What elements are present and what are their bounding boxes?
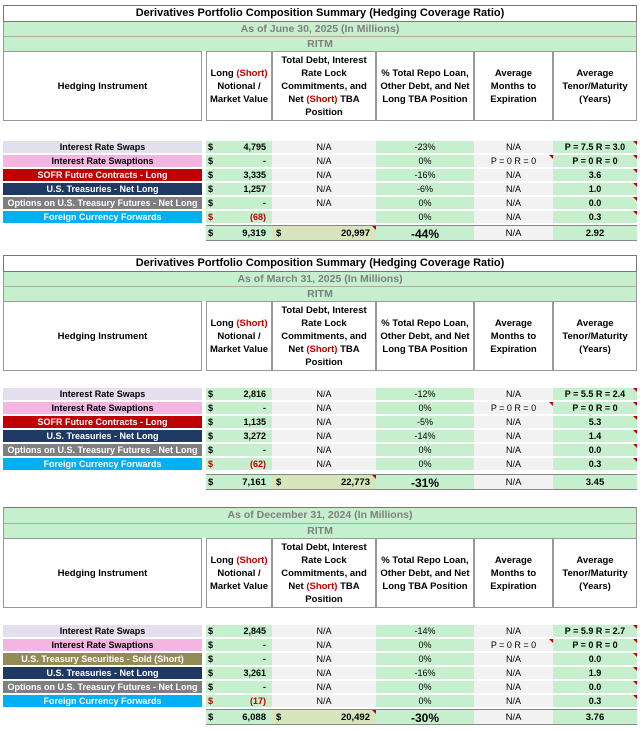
notional-amount: - bbox=[218, 444, 272, 456]
avg-months-value: P = 0 R = 0 bbox=[474, 402, 553, 414]
total-debt-value: N/A bbox=[272, 388, 376, 400]
avg-tenor-value: 0.0 bbox=[553, 197, 637, 209]
header-tenor-line2: Tenor/Maturity bbox=[562, 567, 628, 579]
header-debt-net: Net bbox=[288, 580, 304, 592]
header-debt-tba: TBA bbox=[340, 343, 360, 355]
notional-amount: 2,816 bbox=[218, 388, 272, 400]
instrument-label: U.S. Treasuries - Net Long bbox=[3, 430, 202, 442]
header-pct-line1: % Total Repo Loan, bbox=[381, 554, 469, 566]
table-row bbox=[3, 141, 637, 153]
header-long-line1 bbox=[210, 554, 268, 567]
total-debt-cell bbox=[272, 225, 376, 241]
amount-currency: $ bbox=[206, 416, 218, 428]
amount-currency: $ bbox=[206, 458, 218, 470]
table-row bbox=[3, 169, 637, 181]
avg-tenor-value: P = 0 R = 0 bbox=[553, 639, 637, 651]
total-values bbox=[3, 474, 637, 490]
header-long-line1 bbox=[210, 317, 268, 330]
instrument-label: Options on U.S. Treasury Futures - Net Long bbox=[3, 197, 202, 209]
notional-amount: 3,335 bbox=[218, 169, 272, 181]
header-instrument-text: Hedging Instrument bbox=[57, 330, 148, 342]
header-debt-tba: TBA bbox=[340, 93, 360, 105]
pct-total-value: 0% bbox=[376, 197, 474, 209]
header-debt-line2: Rate Lock bbox=[301, 67, 347, 79]
amount-currency: $ bbox=[206, 211, 218, 223]
total-tenor: 3.45 bbox=[553, 474, 637, 490]
header-tenor-line2: Tenor/Maturity bbox=[562, 80, 628, 92]
entity-label: RITM bbox=[3, 36, 637, 51]
header-debt-line3: Commitments, and bbox=[281, 80, 367, 92]
amount-currency: $ bbox=[206, 667, 218, 679]
avg-tenor-value: 0.0 bbox=[553, 444, 637, 456]
total-debt-value: N/A bbox=[272, 141, 376, 153]
header-long-word: Long bbox=[210, 554, 234, 566]
notional-amount: - bbox=[218, 155, 272, 167]
header-tenor-line2: Tenor/Maturity bbox=[562, 330, 628, 342]
avg-tenor-value: 3.6 bbox=[553, 169, 637, 181]
total-debt-cell bbox=[272, 474, 376, 490]
header-pct-line1: % Total Repo Loan, bbox=[381, 317, 469, 329]
table-row bbox=[3, 695, 637, 707]
avg-tenor-value: 0.3 bbox=[553, 458, 637, 470]
section-title: Derivatives Portfolio Composition Summary (Hedging Coverage Ratio) bbox=[3, 255, 637, 272]
instrument-label: Options on U.S. Treasury Futures - Net Long bbox=[3, 444, 202, 456]
total-debt-value: N/A bbox=[272, 681, 376, 693]
header-long-word: Long bbox=[210, 317, 234, 329]
header-avg-tenor bbox=[553, 538, 637, 608]
avg-tenor-value: 1.0 bbox=[553, 183, 637, 195]
header-months-line1: Average bbox=[494, 554, 533, 566]
header-tenor-line1: Average bbox=[576, 317, 614, 329]
total-debt-currency: $ bbox=[276, 228, 282, 239]
total-notional: 9,319 bbox=[218, 225, 272, 241]
total-debt-value: N/A bbox=[272, 197, 376, 209]
total-months: N/A bbox=[474, 709, 553, 725]
avg-months-value: N/A bbox=[474, 681, 553, 693]
as-of-date: As of December 31, 2024 (In Millions) bbox=[3, 507, 637, 523]
total-notional: 7,161 bbox=[218, 474, 272, 490]
pct-total-value: -5% bbox=[376, 416, 474, 428]
avg-months-value: N/A bbox=[474, 444, 553, 456]
table-row bbox=[3, 625, 637, 637]
amount-currency: $ bbox=[206, 402, 218, 414]
header-long-line2: Notional / bbox=[217, 80, 261, 92]
pct-total-value: 0% bbox=[376, 681, 474, 693]
header-long-notional bbox=[206, 301, 272, 371]
pct-total-value: -16% bbox=[376, 667, 474, 679]
header-pct-line1: % Total Repo Loan, bbox=[381, 67, 469, 79]
total-debt-value: N/A bbox=[272, 444, 376, 456]
pct-total-value: 0% bbox=[376, 639, 474, 651]
header-pct-total bbox=[376, 51, 474, 121]
amount-currency: $ bbox=[206, 197, 218, 209]
header-debt-short: (Short) bbox=[306, 343, 338, 355]
table-row bbox=[3, 211, 637, 223]
instrument-label: Interest Rate Swaps bbox=[3, 625, 202, 637]
notional-amount: (17) bbox=[218, 695, 272, 707]
table-row bbox=[3, 653, 637, 665]
header-instrument bbox=[3, 301, 202, 371]
entity-label: RITM bbox=[3, 286, 637, 301]
amount-currency: $ bbox=[206, 444, 218, 456]
header-months-line1: Average bbox=[494, 317, 533, 329]
header-total-debt bbox=[272, 51, 376, 121]
header-avg-tenor bbox=[553, 51, 637, 121]
total-tenor: 3.76 bbox=[553, 709, 637, 725]
amount-currency: $ bbox=[206, 639, 218, 651]
header-months-line2: Months to bbox=[490, 80, 537, 92]
notional-amount: (68) bbox=[218, 211, 272, 223]
avg-months-value: N/A bbox=[474, 197, 553, 209]
total-values bbox=[3, 225, 637, 241]
amount-currency: $ bbox=[206, 388, 218, 400]
total-debt-value: 22,773 bbox=[340, 477, 370, 488]
avg-months-value: N/A bbox=[474, 695, 553, 707]
header-months-line3: Expiration bbox=[490, 93, 537, 105]
instrument-label: Foreign Currency Forwards bbox=[3, 695, 202, 707]
header-long-line3: Market Value bbox=[209, 580, 269, 592]
avg-months-value: N/A bbox=[474, 458, 553, 470]
header-long-word: Long bbox=[210, 67, 234, 79]
header-debt-line4 bbox=[281, 93, 367, 106]
notional-amount: 1,135 bbox=[218, 416, 272, 428]
section-title: Derivatives Portfolio Composition Summary (Hedging Coverage Ratio) bbox=[3, 5, 637, 22]
total-months: N/A bbox=[474, 474, 553, 490]
amount-currency: $ bbox=[206, 183, 218, 195]
total-debt-value: N/A bbox=[272, 416, 376, 428]
avg-months-value: N/A bbox=[474, 667, 553, 679]
total-debt-value: N/A bbox=[272, 458, 376, 470]
notional-amount: 3,261 bbox=[218, 667, 272, 679]
total-debt-currency: $ bbox=[276, 712, 282, 723]
avg-tenor-value: 0.0 bbox=[553, 653, 637, 665]
header-debt-short: (Short) bbox=[306, 580, 338, 592]
total-debt-value: N/A bbox=[272, 667, 376, 679]
as-of-date: As of March 31, 2025 (In Millions) bbox=[3, 272, 637, 286]
header-debt-short: (Short) bbox=[306, 93, 338, 105]
header-debt-line5: Position bbox=[305, 356, 343, 368]
pct-total-value: 0% bbox=[376, 458, 474, 470]
header-long-short: (Short) bbox=[236, 67, 268, 79]
header-tenor-line3: (Years) bbox=[579, 93, 611, 105]
header-pct-total bbox=[376, 538, 474, 608]
total-currency: $ bbox=[206, 709, 218, 725]
header-row bbox=[3, 301, 637, 371]
total-pct: -31% bbox=[376, 474, 474, 490]
header-pct-line2: Other Debt, and Net bbox=[380, 330, 470, 342]
avg-tenor-value: 1.9 bbox=[553, 667, 637, 679]
as-of-date: As of June 30, 2025 (In Millions) bbox=[3, 22, 637, 36]
instrument-label: Interest Rate Swaptions bbox=[3, 639, 202, 651]
header-pct-line2: Other Debt, and Net bbox=[380, 80, 470, 92]
total-debt-value: 20,997 bbox=[340, 228, 370, 239]
pct-total-value: 0% bbox=[376, 155, 474, 167]
avg-tenor-value: P = 5.5 R = 2.4 bbox=[553, 388, 637, 400]
total-debt-currency: $ bbox=[276, 477, 282, 488]
header-pct-total bbox=[376, 301, 474, 371]
header-pct-line3: Long TBA Position bbox=[382, 93, 468, 105]
avg-tenor-value: P = 0 R = 0 bbox=[553, 155, 637, 167]
pct-total-value: -12% bbox=[376, 388, 474, 400]
entity-label: RITM bbox=[3, 523, 637, 538]
instrument-label: Interest Rate Swaps bbox=[3, 141, 202, 153]
avg-months-value: P = 0 R = 0 bbox=[474, 639, 553, 651]
pct-total-value: 0% bbox=[376, 402, 474, 414]
notional-amount: - bbox=[218, 197, 272, 209]
header-debt-line5: Position bbox=[305, 106, 343, 118]
header-instrument-text: Hedging Instrument bbox=[57, 567, 148, 579]
header-debt-line1: Total Debt, Interest bbox=[281, 54, 367, 66]
table-row bbox=[3, 183, 637, 195]
notional-amount: - bbox=[218, 681, 272, 693]
pct-total-value: 0% bbox=[376, 444, 474, 456]
avg-tenor-value: 0.3 bbox=[553, 695, 637, 707]
header-instrument bbox=[3, 538, 202, 608]
header-long-line2: Notional / bbox=[217, 567, 261, 579]
total-debt-value: N/A bbox=[272, 169, 376, 181]
table-row bbox=[3, 458, 637, 470]
total-currency: $ bbox=[206, 474, 218, 490]
header-avg-months bbox=[474, 301, 553, 371]
header-debt-line4 bbox=[281, 580, 367, 593]
header-months-line3: Expiration bbox=[490, 580, 537, 592]
total-debt-value: N/A bbox=[272, 402, 376, 414]
avg-months-value: N/A bbox=[474, 169, 553, 181]
header-row bbox=[3, 538, 637, 608]
total-currency: $ bbox=[206, 225, 218, 241]
header-months-line2: Months to bbox=[490, 330, 537, 342]
avg-tenor-value: 0.0 bbox=[553, 681, 637, 693]
header-tenor-line3: (Years) bbox=[579, 343, 611, 355]
amount-currency: $ bbox=[206, 169, 218, 181]
header-avg-months bbox=[474, 51, 553, 121]
header-avg-months bbox=[474, 538, 553, 608]
table-row bbox=[3, 155, 637, 167]
table-row bbox=[3, 681, 637, 693]
header-long-line3: Market Value bbox=[209, 343, 269, 355]
notional-amount: 3,272 bbox=[218, 430, 272, 442]
total-pct: -30% bbox=[376, 709, 474, 725]
notional-amount: (62) bbox=[218, 458, 272, 470]
header-total-debt bbox=[272, 538, 376, 608]
header-long-notional bbox=[206, 51, 272, 121]
total-debt-value: N/A bbox=[272, 430, 376, 442]
avg-months-value: N/A bbox=[474, 430, 553, 442]
avg-tenor-value: 5.3 bbox=[553, 416, 637, 428]
table-row bbox=[3, 444, 637, 456]
header-debt-line1: Total Debt, Interest bbox=[281, 541, 367, 553]
pct-total-value: -16% bbox=[376, 169, 474, 181]
notional-amount: - bbox=[218, 639, 272, 651]
notional-amount: - bbox=[218, 402, 272, 414]
header-row bbox=[3, 51, 637, 121]
header-total-debt bbox=[272, 301, 376, 371]
total-values bbox=[3, 709, 637, 725]
table-row bbox=[3, 639, 637, 651]
instrument-label: Foreign Currency Forwards bbox=[3, 458, 202, 470]
header-debt-line2: Rate Lock bbox=[301, 317, 347, 329]
table-row bbox=[3, 430, 637, 442]
pct-total-value: -14% bbox=[376, 625, 474, 637]
notional-amount: 4,795 bbox=[218, 141, 272, 153]
instrument-label: SOFR Future Contracts - Long bbox=[3, 169, 202, 181]
avg-months-value: P = 0 R = 0 bbox=[474, 155, 553, 167]
header-long-short: (Short) bbox=[236, 554, 268, 566]
avg-months-value: N/A bbox=[474, 416, 553, 428]
avg-months-value: N/A bbox=[474, 625, 553, 637]
table-row bbox=[3, 402, 637, 414]
avg-tenor-value: P = 7.5 R = 3.0 bbox=[553, 141, 637, 153]
header-months-line2: Months to bbox=[490, 567, 537, 579]
table-row bbox=[3, 388, 637, 400]
total-debt-value: N/A bbox=[272, 625, 376, 637]
total-debt-cell bbox=[272, 709, 376, 725]
avg-months-value: N/A bbox=[474, 211, 553, 223]
header-debt-net: Net bbox=[288, 343, 304, 355]
amount-currency: $ bbox=[206, 695, 218, 707]
header-pct-line2: Other Debt, and Net bbox=[380, 567, 470, 579]
instrument-label: Foreign Currency Forwards bbox=[3, 211, 202, 223]
header-long-notional bbox=[206, 538, 272, 608]
header-tenor-line1: Average bbox=[576, 67, 614, 79]
header-long-line3: Market Value bbox=[209, 93, 269, 105]
amount-currency: $ bbox=[206, 681, 218, 693]
total-months: N/A bbox=[474, 225, 553, 241]
instrument-label: Options on U.S. Treasury Futures - Net Long bbox=[3, 681, 202, 693]
amount-currency: $ bbox=[206, 155, 218, 167]
header-pct-line3: Long TBA Position bbox=[382, 343, 468, 355]
notional-amount: - bbox=[218, 653, 272, 665]
instrument-label: Interest Rate Swaptions bbox=[3, 155, 202, 167]
amount-currency: $ bbox=[206, 430, 218, 442]
avg-months-value: N/A bbox=[474, 653, 553, 665]
pct-total-value: -23% bbox=[376, 141, 474, 153]
table-row bbox=[3, 416, 637, 428]
instrument-label: Interest Rate Swaptions bbox=[3, 402, 202, 414]
avg-tenor-value: 0.3 bbox=[553, 211, 637, 223]
notional-amount: 2,845 bbox=[218, 625, 272, 637]
instrument-label: Interest Rate Swaps bbox=[3, 388, 202, 400]
header-long-short: (Short) bbox=[236, 317, 268, 329]
header-tenor-line1: Average bbox=[576, 554, 614, 566]
avg-tenor-value: 1.4 bbox=[553, 430, 637, 442]
pct-total-value: -14% bbox=[376, 430, 474, 442]
header-debt-tba: TBA bbox=[340, 580, 360, 592]
header-debt-line1: Total Debt, Interest bbox=[281, 304, 367, 316]
total-pct: -44% bbox=[376, 225, 474, 241]
table-row bbox=[3, 667, 637, 679]
amount-currency: $ bbox=[206, 141, 218, 153]
total-debt-value: N/A bbox=[272, 653, 376, 665]
amount-currency: $ bbox=[206, 625, 218, 637]
instrument-label: U.S. Treasuries - Net Long bbox=[3, 183, 202, 195]
total-debt-value: N/A bbox=[272, 639, 376, 651]
header-debt-line2: Rate Lock bbox=[301, 554, 347, 566]
pct-total-value: -6% bbox=[376, 183, 474, 195]
total-debt-value: N/A bbox=[272, 155, 376, 167]
pct-total-value: 0% bbox=[376, 695, 474, 707]
pct-total-value: 0% bbox=[376, 653, 474, 665]
header-debt-line3: Commitments, and bbox=[281, 330, 367, 342]
total-debt-value bbox=[272, 211, 376, 223]
header-avg-tenor bbox=[553, 301, 637, 371]
avg-months-value: N/A bbox=[474, 388, 553, 400]
header-instrument-text: Hedging Instrument bbox=[57, 80, 148, 92]
avg-months-value: N/A bbox=[474, 183, 553, 195]
header-instrument bbox=[3, 51, 202, 121]
total-tenor: 2.92 bbox=[553, 225, 637, 241]
avg-months-value: N/A bbox=[474, 141, 553, 153]
header-pct-line3: Long TBA Position bbox=[382, 580, 468, 592]
pct-total-value: 0% bbox=[376, 211, 474, 223]
header-debt-line3: Commitments, and bbox=[281, 567, 367, 579]
total-debt-value: N/A bbox=[272, 695, 376, 707]
header-long-line1 bbox=[210, 67, 268, 80]
table-row bbox=[3, 197, 637, 209]
header-months-line3: Expiration bbox=[490, 343, 537, 355]
total-debt-value: N/A bbox=[272, 183, 376, 195]
instrument-label: U.S. Treasury Securities - Sold (Short) bbox=[3, 653, 202, 665]
header-tenor-line3: (Years) bbox=[579, 580, 611, 592]
instrument-label: SOFR Future Contracts - Long bbox=[3, 416, 202, 428]
header-debt-line4 bbox=[281, 343, 367, 356]
total-notional: 6,088 bbox=[218, 709, 272, 725]
avg-tenor-value: P = 5.9 R = 2.7 bbox=[553, 625, 637, 637]
avg-tenor-value: P = 0 R = 0 bbox=[553, 402, 637, 414]
header-debt-line5: Position bbox=[305, 593, 343, 605]
notional-amount: 1,257 bbox=[218, 183, 272, 195]
amount-currency: $ bbox=[206, 653, 218, 665]
header-debt-net: Net bbox=[288, 93, 304, 105]
total-debt-value: 20,492 bbox=[340, 712, 370, 723]
header-long-line2: Notional / bbox=[217, 330, 261, 342]
instrument-label: U.S. Treasuries - Net Long bbox=[3, 667, 202, 679]
header-months-line1: Average bbox=[494, 67, 533, 79]
